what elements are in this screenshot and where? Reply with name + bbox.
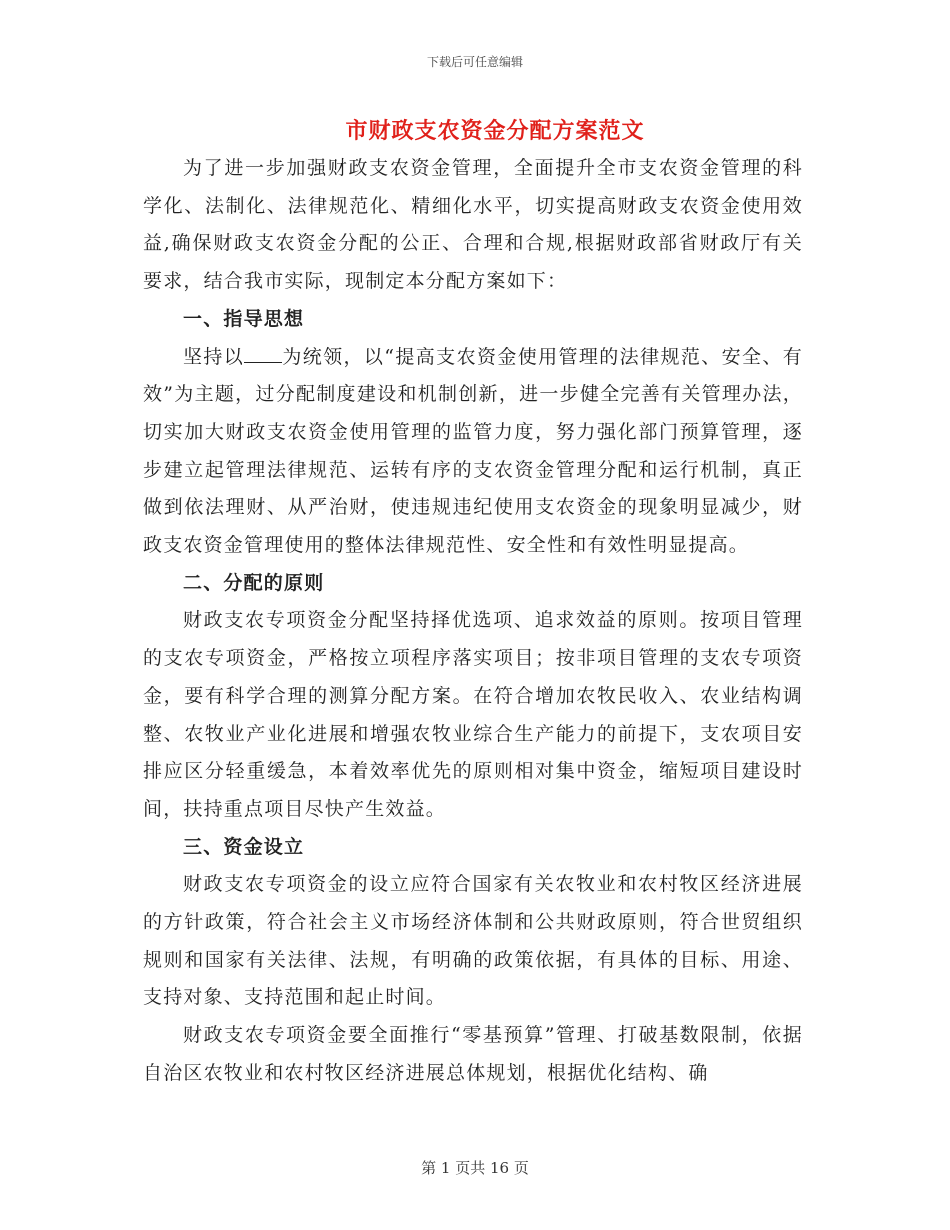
document-body xyxy=(143,150,803,1093)
section-heading-fund-setup: 三、资金设立 xyxy=(183,835,305,858)
guiding-thought-paragraph xyxy=(143,339,803,565)
fund-setup-paragraph-1: 财政支农专项资金的设立应符合国家有关农牧业和农村牧区经济进展的方针政策，符合社会主义市场经济体制和公共财政原则，符合世贸组织规则和国家有关法律、法规，有明确的政策依据，有具体的目标、用途、支持对象、支持范围和起止时间。 xyxy=(143,873,803,1009)
guiding-thought-text-rest: 为统领，以“提高支农资金使用管理的法律规范、安全、有效”为主题，过分配制度建设和机制创新，进一步健全完善有关管理办法，切实加大财政支农资金使用管理的监管力度，努力强化部门预算管理，逐步建立起管理法律规范、运转有序的支农资金管理分配和运行机制，真正做到依法理财、从严治财，使违规违纪使用支农资金的现象明显减少，财政支农资金管理使用的整体法律规范性、安全性和有效性明显提高。 xyxy=(143,345,803,557)
document-title: 市财政支农资金分配方案范文 xyxy=(345,118,645,144)
page-footer: 第 1 页共 16 页 xyxy=(421,1159,529,1177)
guiding-thought-text-start: 坚持以 xyxy=(183,345,245,368)
section-heading-guiding-thought: 一、指导思想 xyxy=(183,307,305,330)
fill-in-blank xyxy=(244,344,282,363)
intro-paragraph: 为了进一步加强财政支农资金管理，全面提升全市支农资金管理的科学化、法制化、法律规范化、精细化水平，切实提高财政支农资金使用效益,确保财政支农资金分配的公正、合理和合规,根据财政部省财政厅有关要求，结合我市实际，现制定本分配方案如下： xyxy=(143,157,803,293)
fund-setup-paragraph-2: 财政支农专项资金要全面推行“零基预算”管理、打破基数限制，依据自治区农牧业和农村牧区经济进展总体规划，根据优化结构、确 xyxy=(143,1024,803,1084)
header-note: 下载后可任意编辑 xyxy=(426,55,523,69)
principles-paragraph: 财政支农专项资金分配坚持择优选项、追求效益的原则。按项目管理的支农专项资金，严格按立项程序落实项目；按非项目管理的支农专项资金，要有科学合理的测算分配方案。在符合增加农牧民收入、农业结构调整、农牧业产业化进展和增强农牧业综合生产能力的前提下，支农项目安排应区分轻重缓急，本着效率优先的原则相对集中资金，缩短项目建设时间，扶持重点项目尽快产生效益。 xyxy=(143,609,803,820)
section-heading-principles: 二、分配的原则 xyxy=(183,571,325,594)
